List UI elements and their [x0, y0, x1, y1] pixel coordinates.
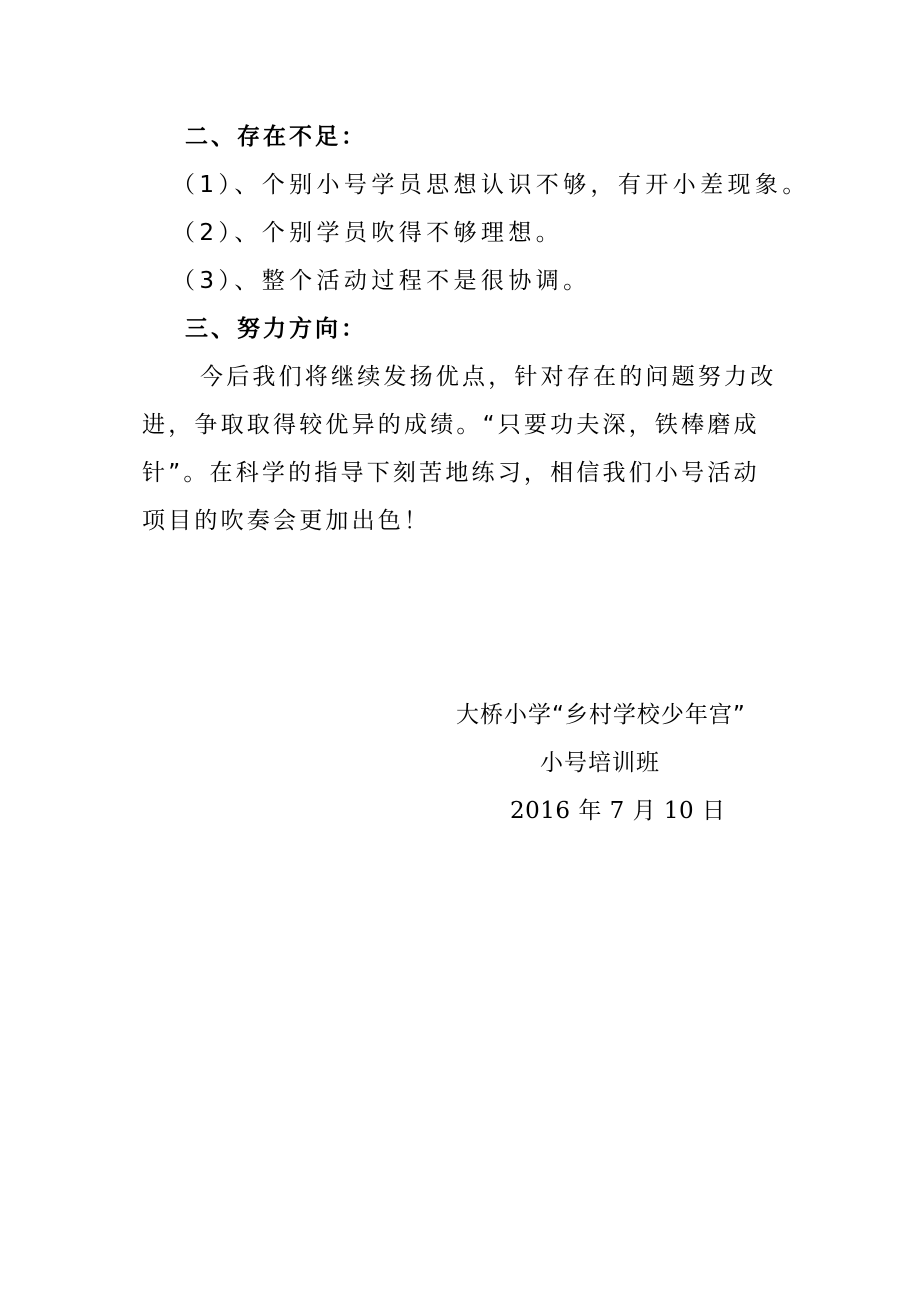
shortcoming-item: （2）、个别学员吹得不够理想。 [172, 220, 564, 246]
signature-organization: 大桥小学“乡村学校少年宫” [456, 702, 746, 728]
signature-group: 小号培训班 [540, 750, 660, 776]
signature-date: 2016 年 7 月 10 日 [510, 798, 726, 824]
section-heading-shortcomings: 二、存在不足： [185, 124, 367, 150]
shortcoming-item: （3）、整个活动过程不是很协调。 [172, 268, 591, 294]
section-heading-direction: 三、努力方向： [185, 316, 367, 342]
paragraph-line: 项目的吹奏会更加出色！ [142, 508, 431, 534]
paragraph-line: 进，争取取得较优异的成绩。“只要功夫深，铁棒磨成 [142, 412, 760, 438]
paragraph-line: 今后我们将继续发扬优点，针对存在的问题努力改 [200, 364, 777, 390]
paragraph-line: 针”。在科学的指导下刻苦地练习，相信我们小号活动 [142, 460, 760, 486]
shortcoming-item: （1）、个别小号学员思想认识不够，有开小差现象。 [172, 172, 810, 198]
